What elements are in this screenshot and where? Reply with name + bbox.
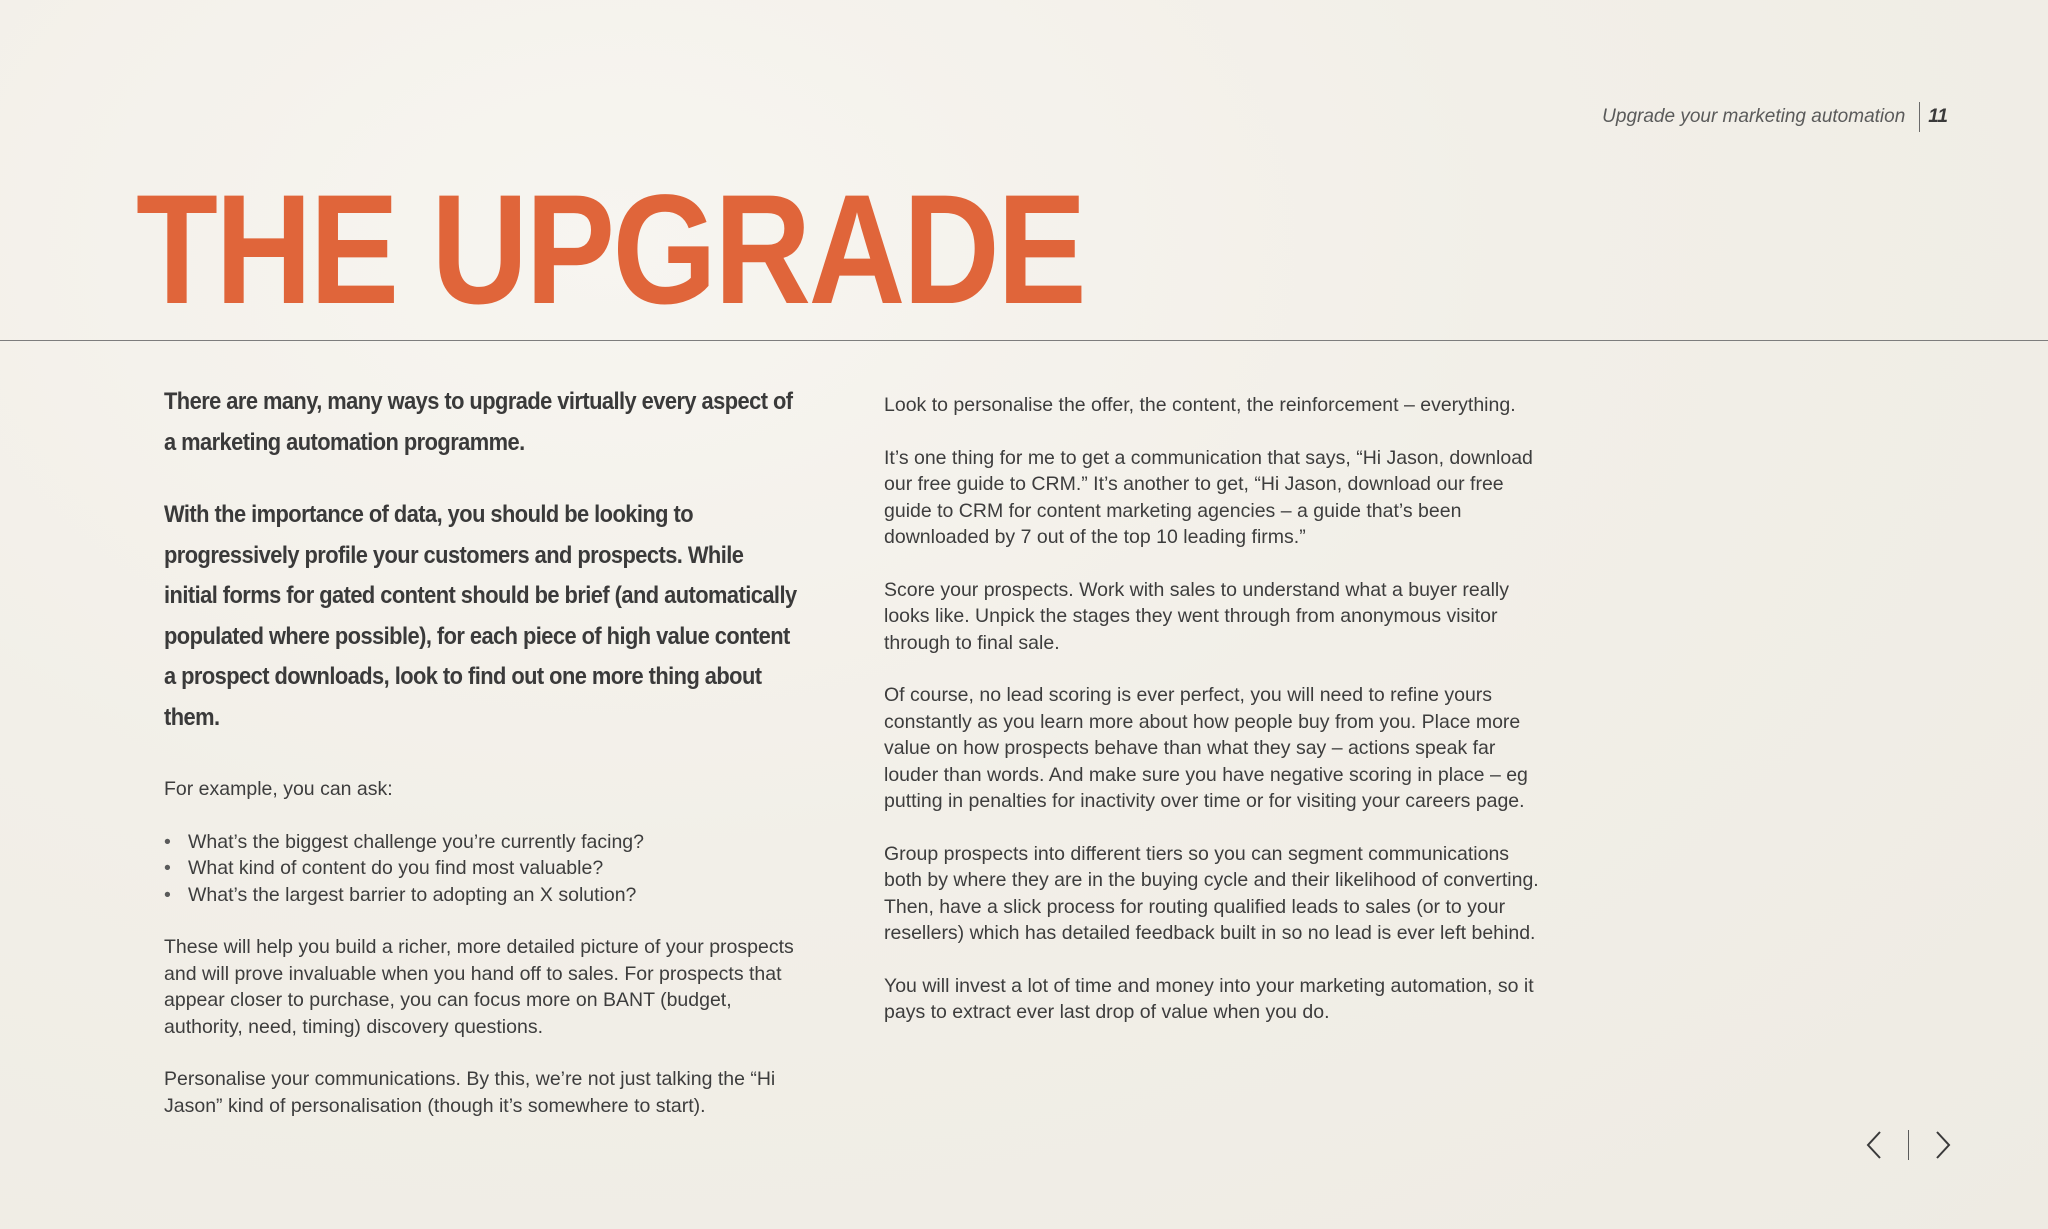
list-item-text: What’s the largest barrier to adopting an X solution? bbox=[188, 883, 637, 906]
body-paragraph: Score your prospects. Work with sales to understand what a buyer really looks like. Unpick the stages they went through from anonymous visitor through to final sale. bbox=[884, 578, 1510, 654]
running-title: Upgrade your marketing automation bbox=[1602, 106, 1906, 127]
nav-divider bbox=[1908, 1130, 1909, 1160]
list-item-text: What kind of content do you find most valuable? bbox=[188, 857, 604, 879]
chevron-left-icon bbox=[1865, 1130, 1883, 1160]
bullet-icon: • bbox=[164, 883, 171, 906]
question-list bbox=[164, 829, 804, 909]
list-item bbox=[164, 882, 804, 909]
left-column bbox=[164, 382, 804, 1145]
body-paragraph: These will help you build a richer, more detailed picture of your prospects and will prove invaluable when you hand off to sales. For prospects that appear closer to purchase, you can focus more on BANT (budget, authority, need, timing) discovery questions. bbox=[164, 936, 794, 1038]
lead-paragraph-1: There are many, many ways to upgrade virtually every aspect of a marketing automation programme. bbox=[164, 388, 793, 456]
bullet-icon: • bbox=[164, 830, 171, 853]
lead-paragraph-2: With the importance of data, you should be looking to progressively profile your customers and prospects. While initial forms for gated content should be brief (and automatically populated where possible), for each piece of high value content a prospect downloads, look to find out one more thing about them. bbox=[164, 501, 797, 731]
page-navigation bbox=[1860, 1128, 1957, 1162]
list-item-text: What’s the biggest challenge you’re currently facing? bbox=[188, 830, 644, 853]
right-column bbox=[884, 392, 1544, 1052]
page-title: THE UPGRADE bbox=[136, 163, 1085, 337]
example-intro: For example, you can ask: bbox=[164, 778, 393, 800]
next-page-button[interactable] bbox=[1929, 1128, 1957, 1162]
list-item bbox=[164, 829, 804, 856]
body-paragraph: Group prospects into different tiers so you can segment communications both by where they are in the buying cycle and their likelihood of converting. Then, have a slick process for routing qualified leads to sales (or to your resellers) which has detailed feedback built in so no lead is ever left behind. bbox=[884, 842, 1539, 944]
body-paragraph: It’s one thing for me to get a communication that says, “Hi Jason, download our free guide to CRM.” It’s another to get, “Hi Jason, download our free guide to CRM for content marketing agencies – a guide that’s been downloaded by 7 out of the top 10 leading firms.” bbox=[884, 446, 1533, 548]
page-number: 11 bbox=[1928, 106, 1948, 127]
bullet-icon: • bbox=[164, 857, 171, 879]
previous-page-button[interactable] bbox=[1860, 1128, 1888, 1162]
body-paragraph: You will invest a lot of time and money into your marketing automation, so it pays to extract ever last drop of value when you do. bbox=[884, 974, 1534, 1023]
list-item bbox=[164, 855, 804, 882]
chevron-right-icon bbox=[1934, 1130, 1952, 1160]
body-paragraph: Look to personalise the offer, the content, the reinforcement – everything. bbox=[884, 394, 1516, 416]
body-paragraph: Personalise your communications. By this, we’re not just talking the “Hi Jason” kind of personalisation (though it’s somewhere to start). bbox=[164, 1068, 776, 1117]
running-header bbox=[1602, 102, 1948, 132]
body-paragraph: Of course, no lead scoring is ever perfect, you will need to refine yours constantly as you learn more about how people buy from you. Place more value on how prospects behave than what they say – actions speak far louder than words. And make sure you have negative scoring in place – eg putting in penalties for inactivity over time or for visiting your careers page. bbox=[884, 684, 1528, 812]
horizontal-rule bbox=[0, 340, 2048, 341]
